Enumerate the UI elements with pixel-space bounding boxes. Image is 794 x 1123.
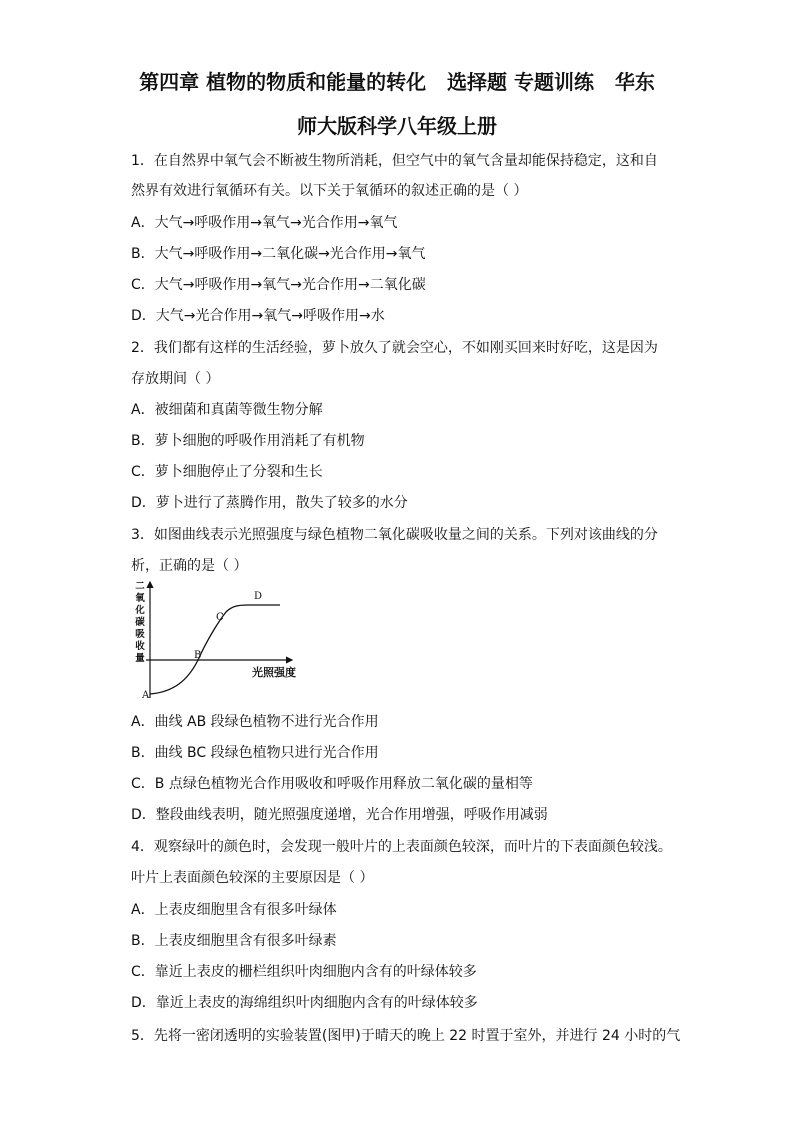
point-label-d: D (254, 591, 263, 602)
point-label-c: C (216, 612, 224, 623)
option-c: C．B 点绿色植物光合作用吸收和呼吸作用释放二氧化碳的量相等 (131, 776, 533, 792)
option-d: D．大气→光合作用→氧气→呼吸作用→水 (131, 308, 385, 324)
option-b: B．大气→呼吸作用→二氧化碳→光合作用→氧气 (131, 246, 426, 262)
option-c: C．靠近上表皮的栅栏组织叶肉细胞内含有的叶绿体较多 (131, 964, 477, 980)
option-a: A．上表皮细胞里含有很多叶绿体 (131, 902, 337, 918)
y-label-char: 量 (135, 653, 145, 664)
question-stem-line: 2．我们都有这样的生活经验，萝卜放久了就会空心，不如刚买回来时好吃，这是因为 (131, 340, 658, 356)
question-stem-line: 析，正确的是（ ） (131, 558, 248, 574)
question-stem-line: 5．先将一密闭透明的实验装置(图甲)于晴天的晚上 22 时置于室外，并进行 24 小时的气 (131, 1028, 681, 1044)
y-label-char: 收 (135, 641, 145, 652)
y-axis-label (134, 581, 145, 664)
question-stem-line: 1．在自然界中氧气会不断被生物所消耗，但空气中的氧气含量却能保持稳定，这和自 (131, 153, 658, 169)
question-stem-line: 存放期间（ ） (131, 371, 220, 387)
point-label-b: B (194, 650, 202, 661)
question-stem-line: 4．观察绿叶的颜色时，会发现一般叶片的上表面颜色较深，而叶片的下表面颜色较浅。 (131, 839, 672, 855)
y-label-char: 化 (135, 605, 145, 616)
option-b: B．上表皮细胞里含有很多叶绿素 (131, 933, 337, 949)
option-a: A．曲线 AB 段绿色植物不进行光合作用 (131, 714, 379, 730)
question-stem-line: 然界有效进行氧循环有关。以下关于氧循环的叙述正确的是（ ） (131, 183, 528, 199)
option-a: A．大气→呼吸作用→氧气→光合作用→氧气 (131, 215, 398, 231)
option-c: C．萝卜细胞停止了分裂和生长 (131, 464, 323, 480)
option-c: C．大气→呼吸作用→氧气→光合作用→二氧化碳 (131, 277, 426, 293)
option-d: D．整段曲线表明，随光照强度递增，光合作用增强，呼吸作用减弱 (131, 807, 548, 823)
curve-line (150, 605, 280, 694)
point-label-a: A (142, 690, 150, 701)
title-line-1: 第四章 植物的物质和能量的转化 选择题 专题训练 华东 (139, 70, 655, 94)
option-d: D．靠近上表皮的海绵组织叶肉细胞内含有的叶绿体较多 (131, 995, 478, 1011)
option-b: B．萝卜细胞的呼吸作用消耗了有机物 (131, 433, 365, 449)
question-stem-line: 3．如图曲线表示光照强度与绿色植物二氧化碳吸收量之间的关系。下列对该曲线的分 (131, 527, 658, 543)
co2-light-curve-chart (134, 580, 310, 702)
option-d: D．萝卜进行了蒸腾作用，散失了较多的水分 (131, 495, 408, 511)
y-label-char: 氧 (135, 593, 145, 604)
question-stem-line: 叶片上表面颜色较深的主要原因是（ ） (131, 870, 374, 886)
title-line-2: 师大版科学八年级上册 (297, 114, 497, 138)
y-label-char: 碳 (135, 617, 145, 628)
y-label-char: 二 (135, 581, 145, 592)
x-axis-label: 光照强度 (252, 666, 296, 679)
y-label-char: 吸 (135, 629, 145, 640)
option-a: A．被细菌和真菌等微生物分解 (131, 402, 323, 418)
option-b: B．曲线 BC 段绿色植物只进行光合作用 (131, 745, 379, 761)
